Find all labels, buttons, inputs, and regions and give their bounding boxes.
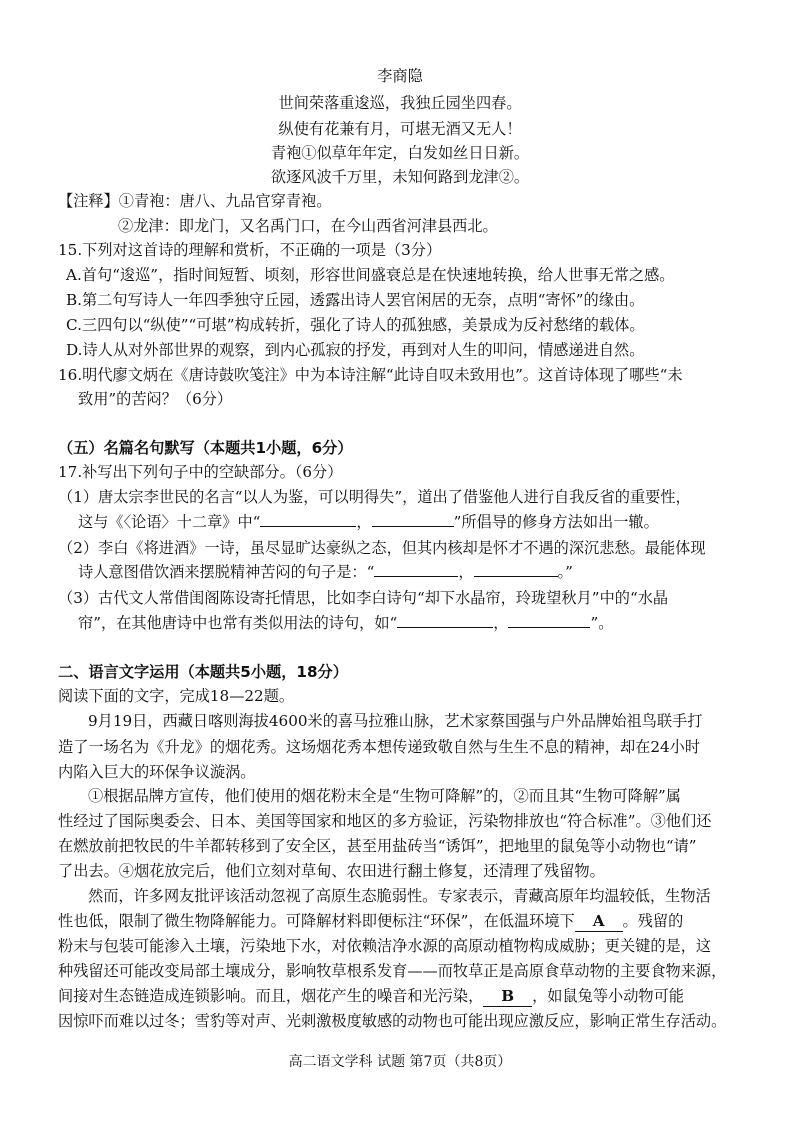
passage-line: 种残留还可能改变局部土壤成分，影响牧草根系发育——而牧草正是高原食草动物的主要食物来源， [58,962,727,980]
passage-line: 造了一场名为《升龙》的烟花秀。这场烟花秀本想传递致敬自然与生生不息的精神，却在24小时 [58,738,701,756]
q17-part3-sep: ， [493,614,509,632]
q17-part2-line1: （2）李白《将进酒》一诗，虽尽显旷达豪纵之态，但其内核却是怀才不遇的深沉悲愁。最能体现 [58,539,706,557]
passage-line: 内陷入巨大的环保争议漩涡。 [58,763,256,781]
poem-line-1: 世间荣落重逡巡，我独丘园坐四春。 [278,94,522,112]
blank-b[interactable]: B [483,986,532,1007]
q16-line-1: 16.明代廖文炳在《唐诗鼓吹笺注》中为本诗注解“此诗自叹未致用也”。这首诗体现了哪些“未 [58,366,683,384]
section-5-title: （五）名篇名句默写（本题共1小题，6分） [58,439,353,457]
passage-line: 9月19日，西藏日喀则海拔4600米的喜马拉雅山脉，艺术家蔡国强与户外品牌始祖鸟联手打 [88,712,703,730]
passage-line: 了出去。④烟花放完后，他们立刻对草甸、农田进行翻土修复，还清理了残留物。 [58,862,605,880]
answer-blank[interactable] [397,613,493,628]
passage-line: 因惊吓而难以过冬；雪豹等对声、光刺激极度敏感的动物也可能出现应激反应，影响正常生存活动。 [58,1012,727,1030]
poem-line-3: 青袍①似草年年定，白发如丝日日新。 [270,144,530,162]
section-2-title: 二、语言文字运用（本题共5小题，18分） [58,663,348,681]
note-2: ②龙津：即龙门，又名禹门口，在今山西省河津县西北。 [118,217,498,235]
passage-text: 性也低，限制了微生物降解能力。可降解材料即便标注“环保”，在低温环境下 [58,912,575,930]
q15-stem: 15.下列对这首诗的理解和赏析，不正确的一项是（3分） [58,241,442,259]
page-footer: 高二语文学科 试题 第7页（共8页） [288,1054,512,1070]
passage-line [58,986,684,1007]
q17-part2-prefix: 诗人意图借饮酒来摆脱精神苦闷的句子是：“ [78,563,375,581]
answer-blank[interactable] [508,613,590,628]
q17-part1-sep: ， [356,513,372,531]
answer-blank[interactable] [260,512,356,527]
q17-part1-prefix: 这与《〈论语〉十二章》中“ [78,513,261,531]
q17-part1-suffix: ”所倡导的修身方法如出一辙。 [453,513,659,531]
passage-text: 间接对生态链造成连锁影响。而且，烟花产生的噪音和光污染， [58,987,484,1005]
q17-part3-line2 [78,613,613,633]
poem-line-4: 欲逐风波千万里，未知何路到龙津②。 [270,168,530,186]
answer-blank[interactable] [374,562,458,577]
q17-part3-prefix: 帘”，在其他唐诗中也常有类似用法的诗句，如“ [78,614,398,632]
q15-option-a: A.首句“逡巡”，指时间短暂、顷刻，形容世间盛衰总是在快速地转换，给人世事无常之感。 [66,266,675,284]
passage-line: ①根据品牌方宣传，他们使用的烟花粉末全是“生物可降解”的，②而且其“生物可降解”属 [88,787,681,805]
poem-author: 李商隐 [377,67,423,85]
q17-part2-suffix: 。” [557,563,573,581]
note-1: 【注释】①青袍：唐八、九品官穿青袍。 [58,192,332,210]
passage-line [58,911,683,932]
blank-a[interactable]: A [575,911,623,932]
passage-line: 性经过了国际奥委会、日本、美国等国家和地区的多方验证，污染物排放也“符合标准”。③他们还 [58,812,712,830]
passage-line: 粉末与包装可能渗入土壤，污染地下水，对依赖洁净水源的高原动植物构成威胁；更关键的是，这 [58,937,712,955]
q17-part2-sep: ， [458,563,474,581]
q17-part3-line1: （3）古代文人常借闺阁陈设寄托情思，比如李白诗句“却下水晶帘，玲珑望秋月”中的“水晶 [58,589,669,607]
q17-part1-line2 [78,512,659,532]
q16-line-2: 致用”的苦闷？（6分） [78,390,233,408]
q15-option-d: D.诗人从对外部世界的观察，到内心孤寂的抒发，再到对人生的叩问，情感递进自然。 [66,341,645,359]
q15-option-c: C.三四句以“纵使”“可堪”构成转折，强化了诗人的孤独感，美景成为反衬愁绪的载体。 [66,316,645,334]
passage-text: 。残留的 [622,912,684,930]
passage-text: ，如鼠兔等小动物可能 [532,987,684,1005]
section-2-instruction: 阅读下面的文字，完成18—22题。 [58,687,295,705]
poem-line-2: 纵使有花兼有月，可堪无酒又无人！ [278,120,522,138]
answer-blank[interactable] [372,512,454,527]
passage-line: 在燃放前把牧民的牛羊都转移到了安全区，甚至用盐砖当“诱饵”，把地里的鼠兔等小动物也“请” [58,837,697,855]
q17-stem: 17.补写出下列句子中的空缺部分。（6分） [58,463,343,481]
q17-part1-line1: （1）唐太宗李世民的名言“以人为鉴，可以明得失”，道出了借鉴他人进行自我反省的重要性， [58,488,691,506]
passage-line: 然而，许多网友批评该活动忽视了高原生态脆弱性。专家表示，青藏高原年均温较低，生物活 [88,887,711,905]
q17-part3-suffix: ”。 [590,614,614,632]
q17-part2-line2 [78,562,573,582]
q15-option-b: B.第二句写诗人一年四季独守丘园，透露出诗人罢官闲居的无奈，点明“寄怀”的缘由。 [66,291,645,309]
answer-blank[interactable] [474,562,558,577]
